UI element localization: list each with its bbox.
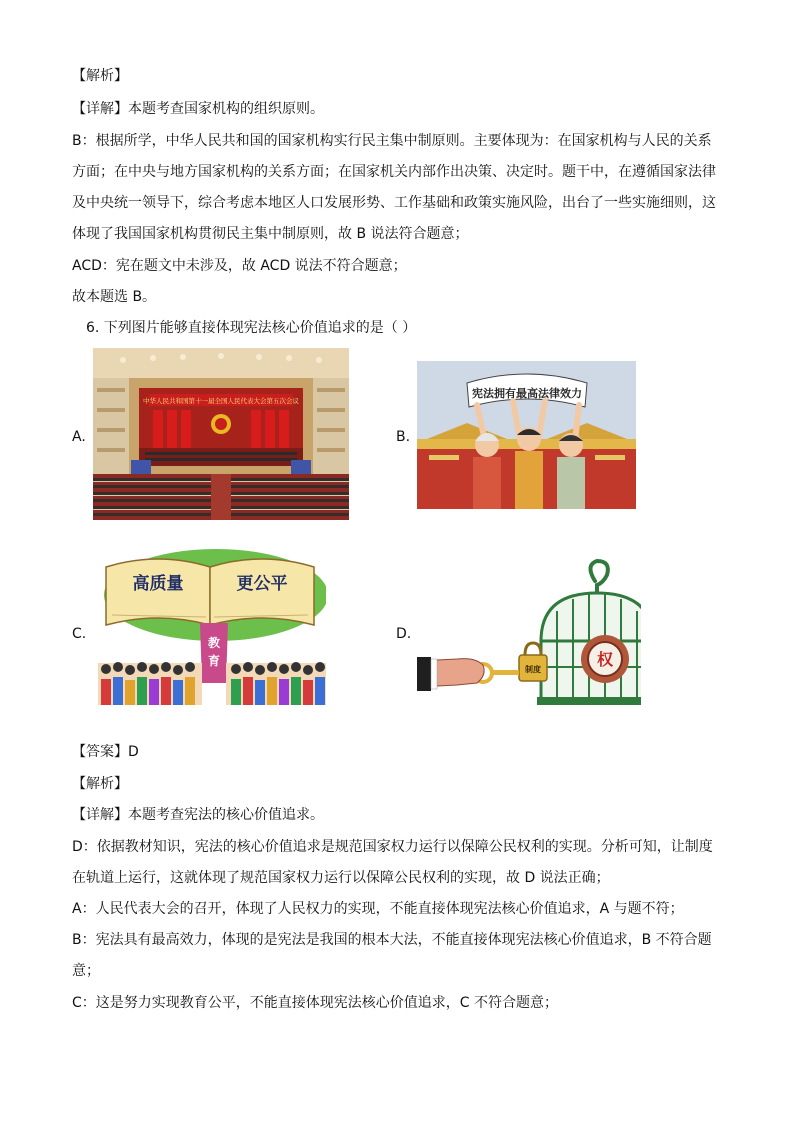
- paragraph-line: 及中央统一领导下，综合考虑本地区人口发展形势、工作基础和政策实施风险，出台了一些实施细则，这: [72, 195, 716, 211]
- option-d-image: [417, 559, 641, 710]
- paragraph-line: ACD：宪在题文中未涉及，故 ACD 说法不符合题意；: [72, 258, 407, 274]
- paragraph-line: C：这是努力实现教育公平，不能直接体现宪法核心价值追求，C 不符合题意；: [72, 995, 558, 1011]
- detail-line: 【详解】本题考查国家机构的组织原则。: [72, 101, 324, 117]
- paragraph-line: D：依据教材知识，宪法的核心价值追求是规范国家权力运行以保障公民权利的实现。分析可知，让制度: [72, 839, 713, 855]
- constitution-sign-text: 宪法拥有最高法律效力: [472, 387, 582, 400]
- option-a-image: [93, 348, 349, 520]
- option-d-label: D.: [396, 626, 412, 642]
- paragraph-line: B：宪法具有最高效力，体现的是宪法是我国的根本大法，不能直接体现宪法核心价值追求，B 不符合题: [72, 932, 712, 948]
- congress-banner-text: 中华人民共和国第十一届全国人民代表大会第五次会议: [143, 397, 299, 405]
- option-b-image: [417, 361, 636, 509]
- conclusion-line: 故本题选 B。: [72, 289, 157, 305]
- question-stem: 6. 下列图片能够直接体现宪法核心价值追求的是（ ）: [86, 320, 417, 336]
- book-text-right: 更公平: [236, 574, 288, 594]
- power-text: 权: [596, 650, 614, 669]
- lock-text: 制度: [525, 665, 541, 674]
- option-b-label: B.: [396, 429, 411, 445]
- paragraph-line: 方面；在中央与地方国家机构的关系方面；在国家机关内部作出决策、决定时。题干中，在遵循国家法律: [72, 164, 716, 180]
- detail-line: 【详解】本题考查宪法的核心价值追求。: [72, 807, 324, 823]
- people-figures: [473, 427, 585, 509]
- paragraph-line: 体现了我国国家机构贯彻民主集中制原则，故 B 说法符合题意；: [72, 226, 469, 242]
- trunk-text-1: 教: [207, 636, 221, 650]
- paragraph-line: B：根据所学，中华人民共和国的国家机构实行民主集中制原则。主要体现为：在国家机构与人民的关系: [72, 133, 712, 149]
- book-text-left: 高质量: [132, 574, 184, 594]
- analysis-label: 【解析】: [72, 776, 128, 792]
- answer-line: 【答案】D: [72, 744, 139, 760]
- option-c-label: C.: [72, 626, 87, 642]
- option-c-image: [98, 545, 326, 705]
- analysis-label: 【解析】: [72, 68, 128, 84]
- paragraph-line: A：人民代表大会的召开，体现了人民权力的实现，不能直接体现宪法核心价值追求，A 与题不符；: [72, 901, 684, 917]
- trunk-text-2: 育: [207, 654, 221, 668]
- option-a-label: A.: [72, 429, 86, 445]
- paragraph-line: 意；: [72, 963, 100, 979]
- paragraph-line: 在轨道上运行，这就体现了规范国家权力运行以保障公民权利的实现，故 D 说法正确；: [72, 870, 610, 886]
